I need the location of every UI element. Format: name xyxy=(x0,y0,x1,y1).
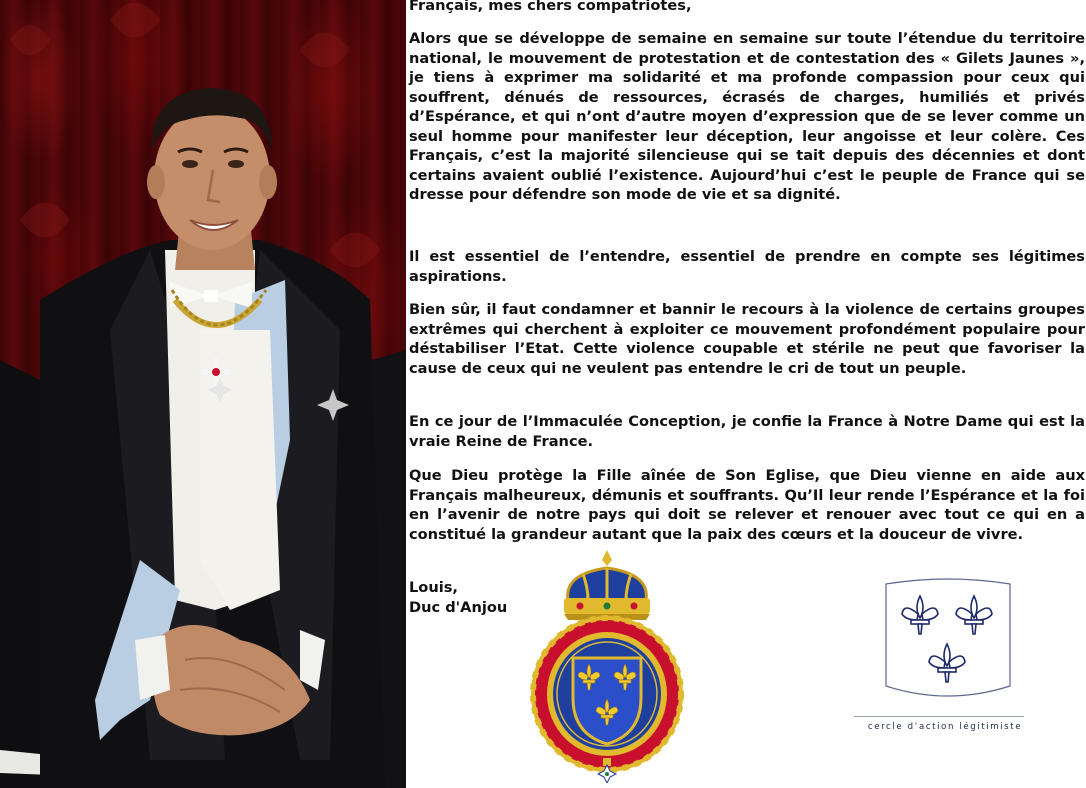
cercle-legitimiste-logo-icon xyxy=(880,578,1016,708)
portrait-photo xyxy=(0,0,406,788)
royal-coat-of-arms-icon xyxy=(528,548,686,783)
letter-salutation: Français, mes chers compatriotes, xyxy=(409,0,692,14)
signature xyxy=(409,578,507,617)
crown-icon xyxy=(564,550,650,620)
letter-paragraph: Que Dieu protège la Fille aînée de Son Eglise, que Dieu vienne en aide aux Français malheureux, démunis et souffrants. Qu’Il leur rende l’Espérance et la foi en l’avenir de notre pays qui doit se relever et renouer avec tout ce qui en a constitué la grandeur autant que la paix des cœurs et la douceur de vivre. xyxy=(409,467,1085,543)
letter-paragraph: Il est essentiel de l’entendre, essentiel de prendre en compte ses légitimes aspirations. xyxy=(409,248,1085,285)
logo-caption: cercle d’action légitimiste xyxy=(867,722,1023,732)
letter-paragraph: Alors que se développe de semaine en semaine sur toute l’étendue du territoire national, le mouvement de protestation et de contestation des « Gilets Jaunes », je tiens à exprimer ma solidarité et ma profonde compassion pour ceux qui souffrent, dénués de ressources, écrasés de charges, humiliés et privés d’Espérance, et qui n’ont d’autre moyen d’expression que de se lever comme un seul homme pour manifester leur déception, leur angoisse et leur colère. Ces Français, c’est la majorité silencieuse qui se tait depuis des décennies et dont certains avaient oublié l’existence. Aujourd’hui c’est le peuple de France qui se dresse pour défendre son mode de vie et sa dignité. xyxy=(409,30,1085,203)
letter-paragraph: En ce jour de l’Immaculée Conception, je confie la France à Notre Dame qui est la vraie Reine de France. xyxy=(409,413,1085,450)
logo-divider xyxy=(854,716,1024,717)
signature-name: Louis, xyxy=(409,579,458,596)
portrait-illustration xyxy=(0,0,406,788)
signature-title: Duc d'Anjou xyxy=(409,598,508,616)
letter-paragraph: Bien sûr, il faut condamner et bannir le recours à la violence de certains groupes extrêmes qui cherchent à exploiter ce mouvement profondément populaire pour déstabiliser l’Etat. Cette violence coupable et stérile ne peut que favoriser la cause de ceux qui ne veulent pas entendre le cri de tout un peuple. xyxy=(409,301,1085,377)
